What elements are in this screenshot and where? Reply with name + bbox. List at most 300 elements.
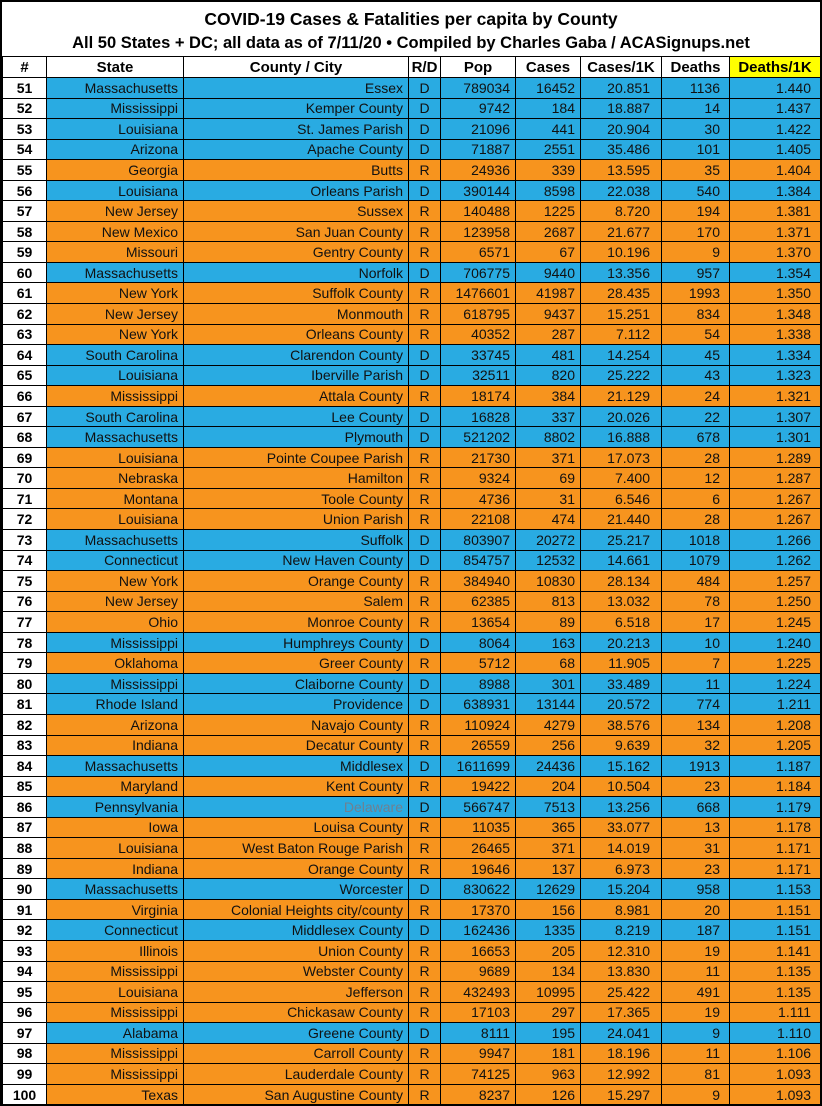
cell-county: Hamilton	[184, 468, 409, 489]
cell-pop: 32511	[441, 365, 516, 386]
page-title: COVID-19 Cases & Fatalities per capita by County	[204, 9, 618, 29]
table-row	[3, 119, 821, 140]
table-row	[3, 653, 821, 674]
cell-rank: 92	[3, 920, 47, 941]
cell-state: Pennsylvania	[47, 797, 184, 818]
cell-deaths-per-1k: 1.287	[730, 468, 821, 489]
cell-deaths: 7	[662, 653, 730, 674]
cell-rd: D	[409, 119, 441, 140]
cell-deaths-per-1k: 1.224	[730, 673, 821, 694]
cell-cases: 384	[516, 386, 581, 407]
cell-rd: R	[409, 591, 441, 612]
cell-cases-per-1k: 21.677	[581, 221, 662, 242]
cell-pop: 33745	[441, 345, 516, 366]
cell-state: Illinois	[47, 940, 184, 961]
cell-rank: 64	[3, 345, 47, 366]
cell-pop: 74125	[441, 1064, 516, 1085]
cell-state: Texas	[47, 1084, 184, 1105]
cell-pop: 8064	[441, 632, 516, 653]
cell-rd: D	[409, 694, 441, 715]
cell-deaths: 24	[662, 386, 730, 407]
cell-cases-per-1k: 13.595	[581, 160, 662, 181]
cell-cases-per-1k: 14.019	[581, 838, 662, 859]
cell-cases: 1335	[516, 920, 581, 941]
table-row	[3, 447, 821, 468]
cell-state: Louisiana	[47, 365, 184, 386]
cell-rd: R	[409, 714, 441, 735]
cell-rd: R	[409, 735, 441, 756]
cell-cases-per-1k: 10.504	[581, 776, 662, 797]
cell-county: Orange County	[184, 858, 409, 879]
table-row	[3, 1064, 821, 1085]
cell-rank: 60	[3, 262, 47, 283]
cell-state: Massachusetts	[47, 262, 184, 283]
cell-deaths-per-1k: 1.422	[730, 119, 821, 140]
table-row	[3, 1043, 821, 1064]
cell-deaths-per-1k: 1.405	[730, 139, 821, 160]
cell-deaths-per-1k: 1.153	[730, 879, 821, 900]
cell-deaths: 101	[662, 139, 730, 160]
cell-deaths: 1079	[662, 550, 730, 571]
cell-rank: 58	[3, 221, 47, 242]
cell-pop: 6571	[441, 242, 516, 263]
cell-deaths-per-1k: 1.370	[730, 242, 821, 263]
cell-pop: 24936	[441, 160, 516, 181]
cell-rank: 97	[3, 1023, 47, 1044]
cell-county: Jefferson	[184, 982, 409, 1003]
cell-state: Iowa	[47, 817, 184, 838]
cell-deaths: 54	[662, 324, 730, 345]
cell-pop: 618795	[441, 304, 516, 325]
cell-rd: D	[409, 262, 441, 283]
cell-pop: 62385	[441, 591, 516, 612]
cell-cases-per-1k: 24.041	[581, 1023, 662, 1044]
cell-pop: 40352	[441, 324, 516, 345]
cell-county: Greene County	[184, 1023, 409, 1044]
cell-rd: R	[409, 304, 441, 325]
cell-deaths-per-1k: 1.178	[730, 817, 821, 838]
cell-county: Orleans Parish	[184, 180, 409, 201]
cell-rank: 99	[3, 1064, 47, 1085]
cell-deaths-per-1k: 1.307	[730, 406, 821, 427]
table-row	[3, 468, 821, 489]
cell-rank: 65	[3, 365, 47, 386]
title-block	[2, 2, 820, 56]
table-row	[3, 694, 821, 715]
cell-rd: D	[409, 98, 441, 119]
cell-county: Humphreys County	[184, 632, 409, 653]
cell-deaths-per-1k: 1.141	[730, 940, 821, 961]
table-row	[3, 612, 821, 633]
cell-pop: 384940	[441, 571, 516, 592]
cell-cases: 16452	[516, 78, 581, 99]
cell-cases-per-1k: 21.440	[581, 509, 662, 530]
table-row	[3, 756, 821, 777]
cell-deaths-per-1k: 1.321	[730, 386, 821, 407]
table-row	[3, 365, 821, 386]
cell-cases-per-1k: 22.038	[581, 180, 662, 201]
cell-deaths: 20	[662, 899, 730, 920]
cell-state: Georgia	[47, 160, 184, 181]
cell-deaths: 1993	[662, 283, 730, 304]
cell-pop: 4736	[441, 488, 516, 509]
cell-rank: 77	[3, 612, 47, 633]
cell-pop: 19646	[441, 858, 516, 879]
cell-rd: D	[409, 530, 441, 551]
cell-cases-per-1k: 21.129	[581, 386, 662, 407]
cell-pop: 521202	[441, 427, 516, 448]
cell-county: Claiborne County	[184, 673, 409, 694]
cell-county: San Juan County	[184, 221, 409, 242]
cell-county: Chickasaw County	[184, 1002, 409, 1023]
cell-rank: 88	[3, 838, 47, 859]
cell-pop: 706775	[441, 262, 516, 283]
cell-county: Greer County	[184, 653, 409, 674]
cell-cases-per-1k: 28.134	[581, 571, 662, 592]
cell-deaths-per-1k: 1.262	[730, 550, 821, 571]
cell-cases-per-1k: 12.310	[581, 940, 662, 961]
cell-rank: 56	[3, 180, 47, 201]
cell-state: Maryland	[47, 776, 184, 797]
cell-cases-per-1k: 20.904	[581, 119, 662, 140]
cell-rank: 95	[3, 982, 47, 1003]
cell-pop: 566747	[441, 797, 516, 818]
cell-cases: 2687	[516, 221, 581, 242]
cell-rd: R	[409, 612, 441, 633]
cell-county: New Haven County	[184, 550, 409, 571]
cell-rd: D	[409, 180, 441, 201]
cell-deaths-per-1k: 1.267	[730, 488, 821, 509]
column-header-state: State	[47, 57, 184, 78]
cell-rd: D	[409, 756, 441, 777]
cell-deaths-per-1k: 1.250	[730, 591, 821, 612]
cell-county: Norfolk	[184, 262, 409, 283]
cell-state: Mississippi	[47, 386, 184, 407]
cell-cases: 2551	[516, 139, 581, 160]
cell-rank: 70	[3, 468, 47, 489]
cell-cases: 10830	[516, 571, 581, 592]
cell-deaths: 12	[662, 468, 730, 489]
cell-pop: 854757	[441, 550, 516, 571]
cell-pop: 9689	[441, 961, 516, 982]
cell-county: Suffolk	[184, 530, 409, 551]
cell-rank: 83	[3, 735, 47, 756]
cell-state: Louisiana	[47, 982, 184, 1003]
cell-rank: 61	[3, 283, 47, 304]
table-row	[3, 386, 821, 407]
cell-rd: D	[409, 632, 441, 653]
cell-rd: R	[409, 776, 441, 797]
cell-county: Union County	[184, 940, 409, 961]
cell-rd: R	[409, 858, 441, 879]
cell-county: Apache County	[184, 139, 409, 160]
cell-deaths: 30	[662, 119, 730, 140]
table-row	[3, 242, 821, 263]
cell-cases: 13144	[516, 694, 581, 715]
cell-deaths: 774	[662, 694, 730, 715]
cell-rd: R	[409, 571, 441, 592]
cell-rd: D	[409, 139, 441, 160]
cell-cases-per-1k: 15.251	[581, 304, 662, 325]
cell-rank: 73	[3, 530, 47, 551]
cell-cases: 24436	[516, 756, 581, 777]
cell-rank: 86	[3, 797, 47, 818]
cell-cases: 181	[516, 1043, 581, 1064]
cell-cases-per-1k: 18.196	[581, 1043, 662, 1064]
cell-deaths-per-1k: 1.354	[730, 262, 821, 283]
cell-cases: 337	[516, 406, 581, 427]
cell-deaths: 668	[662, 797, 730, 818]
cell-state: Missouri	[47, 242, 184, 263]
column-header-rd: R/D	[409, 57, 441, 78]
cell-rank: 68	[3, 427, 47, 448]
table-row	[3, 406, 821, 427]
cell-deaths-per-1k: 1.106	[730, 1043, 821, 1064]
cell-cases-per-1k: 18.887	[581, 98, 662, 119]
cell-cases: 163	[516, 632, 581, 653]
cell-cases-per-1k: 20.851	[581, 78, 662, 99]
cell-cases-per-1k: 8.981	[581, 899, 662, 920]
cell-state: Mississippi	[47, 632, 184, 653]
cell-rd: R	[409, 1002, 441, 1023]
table-row	[3, 324, 821, 345]
cell-cases-per-1k: 15.204	[581, 879, 662, 900]
cell-cases-per-1k: 14.661	[581, 550, 662, 571]
cell-pop: 71887	[441, 139, 516, 160]
cell-county: Essex	[184, 78, 409, 99]
cell-rd: D	[409, 78, 441, 99]
cell-county: Union Parish	[184, 509, 409, 530]
cell-county: Delaware	[184, 797, 409, 818]
cell-cases: 7513	[516, 797, 581, 818]
cell-rd: R	[409, 1043, 441, 1064]
table-row	[3, 180, 821, 201]
cell-cases-per-1k: 20.026	[581, 406, 662, 427]
cell-county: Sussex	[184, 201, 409, 222]
cell-cases: 69	[516, 468, 581, 489]
cell-rd: R	[409, 899, 441, 920]
cell-deaths: 1913	[662, 756, 730, 777]
cell-state: Massachusetts	[47, 879, 184, 900]
cell-county: Butts	[184, 160, 409, 181]
cell-state: New Jersey	[47, 304, 184, 325]
cell-deaths-per-1k: 1.093	[730, 1064, 821, 1085]
cell-deaths: 11	[662, 961, 730, 982]
cell-deaths-per-1k: 1.205	[730, 735, 821, 756]
cell-county: Attala County	[184, 386, 409, 407]
cell-pop: 5712	[441, 653, 516, 674]
cell-state: Montana	[47, 488, 184, 509]
cell-state: Louisiana	[47, 447, 184, 468]
cell-rd: R	[409, 488, 441, 509]
cell-state: New Jersey	[47, 201, 184, 222]
cell-state: Mississippi	[47, 98, 184, 119]
cell-cases: 20272	[516, 530, 581, 551]
cell-rd: D	[409, 879, 441, 900]
table-row	[3, 982, 821, 1003]
cell-cases: 9440	[516, 262, 581, 283]
cell-state: Ohio	[47, 612, 184, 633]
cell-deaths: 957	[662, 262, 730, 283]
cell-pop: 123958	[441, 221, 516, 242]
cell-deaths-per-1k: 1.289	[730, 447, 821, 468]
cell-rd: R	[409, 221, 441, 242]
cell-state: Connecticut	[47, 550, 184, 571]
cell-cases-per-1k: 6.973	[581, 858, 662, 879]
cell-rd: R	[409, 283, 441, 304]
cell-state: New Mexico	[47, 221, 184, 242]
column-header-cases: Cases	[516, 57, 581, 78]
cell-state: Connecticut	[47, 920, 184, 941]
cell-deaths-per-1k: 1.111	[730, 1002, 821, 1023]
table-row	[3, 817, 821, 838]
cell-deaths-per-1k: 1.440	[730, 78, 821, 99]
cell-deaths: 22	[662, 406, 730, 427]
cell-county: Colonial Heights city/county	[184, 899, 409, 920]
cell-rank: 82	[3, 714, 47, 735]
cell-state: Louisiana	[47, 509, 184, 530]
cell-pop: 21730	[441, 447, 516, 468]
cell-rank: 75	[3, 571, 47, 592]
cell-cases: 371	[516, 447, 581, 468]
cell-deaths: 194	[662, 201, 730, 222]
cell-deaths-per-1k: 1.151	[730, 920, 821, 941]
cell-rank: 100	[3, 1084, 47, 1105]
table-row	[3, 961, 821, 982]
cell-state: Mississippi	[47, 1002, 184, 1023]
cell-rd: R	[409, 509, 441, 530]
cell-pop: 803907	[441, 530, 516, 551]
cell-deaths: 134	[662, 714, 730, 735]
cell-deaths-per-1k: 1.257	[730, 571, 821, 592]
cell-rank: 85	[3, 776, 47, 797]
cell-cases-per-1k: 33.077	[581, 817, 662, 838]
cell-deaths-per-1k: 1.135	[730, 982, 821, 1003]
cell-cases: 371	[516, 838, 581, 859]
cell-cases: 137	[516, 858, 581, 879]
header-row	[3, 57, 821, 78]
cell-county: Louisa County	[184, 817, 409, 838]
cell-rank: 52	[3, 98, 47, 119]
table-row	[3, 714, 821, 735]
cell-cases-per-1k: 20.572	[581, 694, 662, 715]
cell-state: Nebraska	[47, 468, 184, 489]
cell-deaths-per-1k: 1.179	[730, 797, 821, 818]
cell-state: New Jersey	[47, 591, 184, 612]
cell-cases-per-1k: 33.489	[581, 673, 662, 694]
cell-county: Salem	[184, 591, 409, 612]
cell-cases: 12532	[516, 550, 581, 571]
cell-pop: 789034	[441, 78, 516, 99]
cell-cases-per-1k: 17.073	[581, 447, 662, 468]
cell-cases: 184	[516, 98, 581, 119]
cell-deaths-per-1k: 1.348	[730, 304, 821, 325]
cell-cases: 156	[516, 899, 581, 920]
cell-state: Mississippi	[47, 1043, 184, 1064]
table-row	[3, 1023, 821, 1044]
cell-rd: D	[409, 550, 441, 571]
cell-rank: 76	[3, 591, 47, 612]
cell-rd: R	[409, 838, 441, 859]
cell-cases: 256	[516, 735, 581, 756]
cell-deaths: 540	[662, 180, 730, 201]
cell-county: Monmouth	[184, 304, 409, 325]
table-row	[3, 221, 821, 242]
cell-deaths: 170	[662, 221, 730, 242]
cell-pop: 9947	[441, 1043, 516, 1064]
cell-cases-per-1k: 28.435	[581, 283, 662, 304]
cell-rd: R	[409, 1084, 441, 1105]
cell-cases-per-1k: 12.992	[581, 1064, 662, 1085]
cell-state: Massachusetts	[47, 756, 184, 777]
cell-rank: 66	[3, 386, 47, 407]
cell-deaths: 834	[662, 304, 730, 325]
cell-pop: 830622	[441, 879, 516, 900]
cell-pop: 638931	[441, 694, 516, 715]
cell-rank: 79	[3, 653, 47, 674]
cell-rd: R	[409, 961, 441, 982]
cell-pop: 17103	[441, 1002, 516, 1023]
cell-cases-per-1k: 10.196	[581, 242, 662, 263]
table-row	[3, 98, 821, 119]
cell-cases: 820	[516, 365, 581, 386]
cell-pop: 1611699	[441, 756, 516, 777]
cell-cases: 67	[516, 242, 581, 263]
cell-rank: 80	[3, 673, 47, 694]
cell-pop: 19422	[441, 776, 516, 797]
cell-cases-per-1k: 25.422	[581, 982, 662, 1003]
cell-county: Carroll County	[184, 1043, 409, 1064]
cell-deaths: 17	[662, 612, 730, 633]
cell-rank: 84	[3, 756, 47, 777]
cell-rank: 78	[3, 632, 47, 653]
cell-deaths-per-1k: 1.323	[730, 365, 821, 386]
cell-deaths-per-1k: 1.350	[730, 283, 821, 304]
cell-state: Oklahoma	[47, 653, 184, 674]
table-row	[3, 920, 821, 941]
cell-deaths-per-1k: 1.334	[730, 345, 821, 366]
cell-county: Suffolk County	[184, 283, 409, 304]
cell-deaths: 484	[662, 571, 730, 592]
cell-deaths-per-1k: 1.338	[730, 324, 821, 345]
cell-rank: 91	[3, 899, 47, 920]
cell-county: Middlesex County	[184, 920, 409, 941]
cell-deaths: 32	[662, 735, 730, 756]
cell-cases: 4279	[516, 714, 581, 735]
table-row	[3, 488, 821, 509]
cell-county: Navajo County	[184, 714, 409, 735]
cell-cases-per-1k: 7.400	[581, 468, 662, 489]
cell-deaths-per-1k: 1.151	[730, 899, 821, 920]
cell-cases: 89	[516, 612, 581, 633]
cell-cases-per-1k: 13.356	[581, 262, 662, 283]
cell-pop: 17370	[441, 899, 516, 920]
cell-state: Massachusetts	[47, 530, 184, 551]
cell-rd: R	[409, 160, 441, 181]
cell-rank: 51	[3, 78, 47, 99]
table-row	[3, 838, 821, 859]
column-header-pop: Pop	[441, 57, 516, 78]
cell-state: Louisiana	[47, 838, 184, 859]
cell-deaths: 28	[662, 509, 730, 530]
table-body	[3, 78, 821, 1105]
cell-pop: 9324	[441, 468, 516, 489]
cell-deaths-per-1k: 1.381	[730, 201, 821, 222]
cell-cases: 365	[516, 817, 581, 838]
table-row	[3, 858, 821, 879]
cell-cases-per-1k: 7.112	[581, 324, 662, 345]
table-row	[3, 139, 821, 160]
